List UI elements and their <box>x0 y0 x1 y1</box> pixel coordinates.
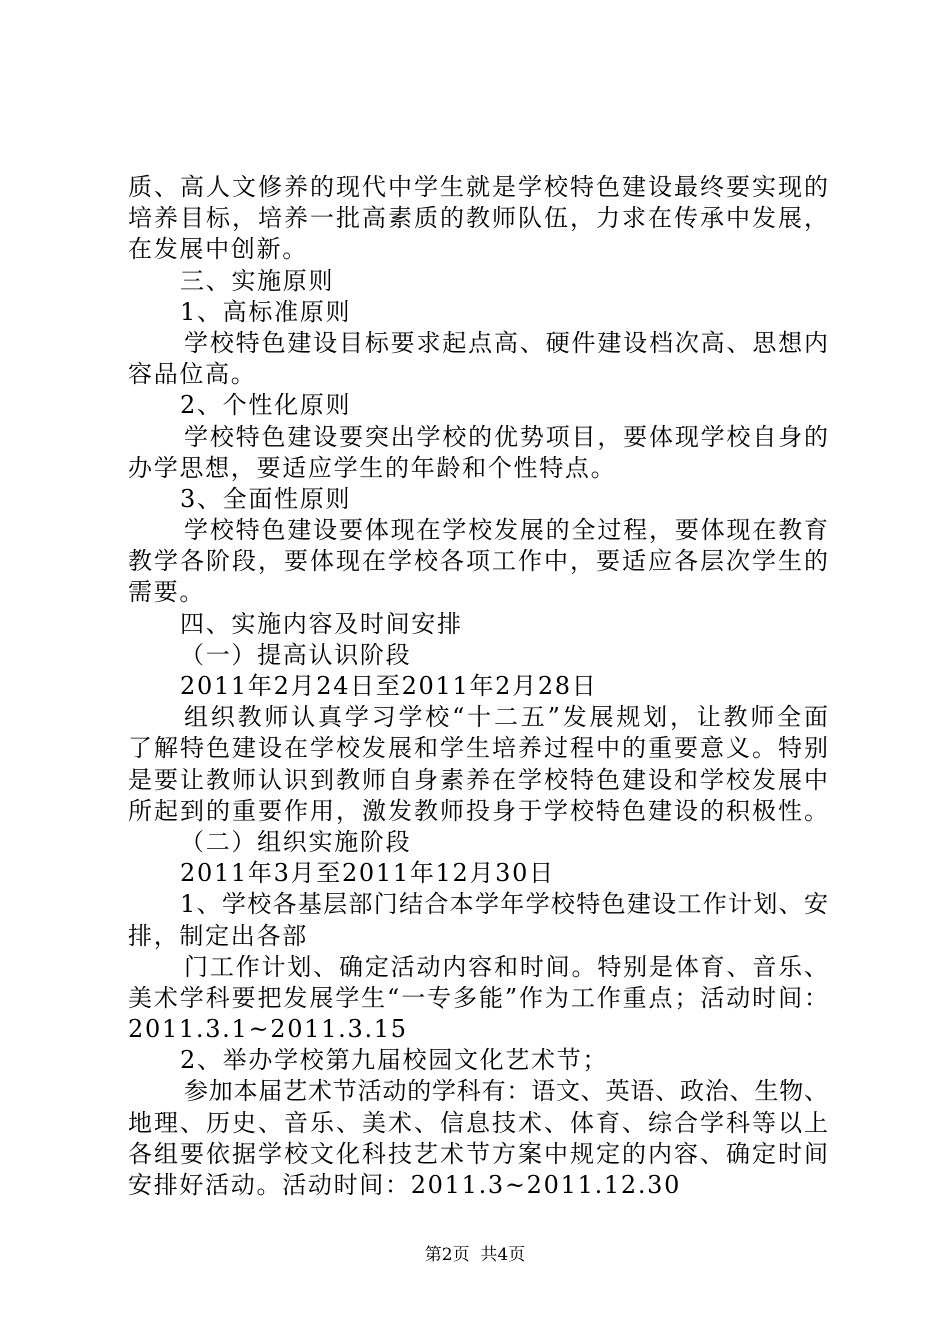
text-line: 排，制定出各部 <box>128 921 308 950</box>
text-line: 教学各阶段，要体现在学校各项工作中，要适应各层次学生的 <box>128 547 828 576</box>
text-line: （一）提高认识阶段 <box>180 640 412 669</box>
text-line: 学校特色建设目标要求起点高、硬件建设档次高、思想内 <box>184 328 828 357</box>
text-line: 2011.3.1~2011.3.15 <box>128 1015 408 1044</box>
document-body <box>128 172 828 1201</box>
text-line: 在发展中创新。 <box>128 235 308 264</box>
text-line: 了解特色建设在学校发展和学生培养过程中的重要意义。特别 <box>128 734 828 763</box>
text-line: 三、实施原则 <box>180 266 335 295</box>
text-line: 安排好活动。活动时间：2011.3~2011.12.30 <box>128 1171 682 1199</box>
text-line: 质、高人文修养的现代中学生就是学校特色建设最终要实现的 <box>128 173 828 201</box>
text-line: 培养目标，培养一批高素质的教师队伍，力求在传承中发展， <box>128 204 828 233</box>
text-line: 2011年3月至2011年12月30日 <box>180 859 555 888</box>
text-line: 美术学科要把发展学生“一专多能”作为工作重点；活动时间： <box>128 983 828 1012</box>
text-line: 容品位高。 <box>128 360 257 389</box>
text-line: 2、个性化原则 <box>180 391 352 420</box>
text-line: 2011年2月24日至2011年2月28日 <box>180 672 598 700</box>
text-line: 1、学校各基层部门结合本学年学校特色建设工作计划、安 <box>180 890 828 919</box>
text-line: 学校特色建设要突出学校的优势项目，要体现学校自身的 <box>184 422 828 451</box>
text-line: 所起到的重要作用，激发教师投身于学校特色建设的积极性。 <box>128 796 828 825</box>
text-line: 参加本届艺术节活动的学科有：语文、英语、政治、生物、 <box>184 1077 828 1106</box>
text-line: 3、全面性原则 <box>180 484 352 513</box>
text-line: 办学思想，要适应学生的年龄和个性特点。 <box>128 453 617 482</box>
text-line: 2、举办学校第九届校园文化艺术节； <box>180 1046 609 1075</box>
text-line: 学校特色建设要体现在学校发展的全过程，要体现在教育 <box>184 516 828 545</box>
text-line: 组织教师认真学习学校“十二五”发展规划，让教师全面 <box>184 703 828 732</box>
text-line: 1、高标准原则 <box>180 297 352 326</box>
text-line: 需要。 <box>128 578 206 607</box>
text-line: 地理、历史、音乐、美术、信息技术、体育、综合学科等以上 <box>128 1108 828 1137</box>
text-line: （二）组织实施阶段 <box>180 827 412 856</box>
text-line: 各组要依据学校文化科技艺术节方案中规定的内容、确定时间 <box>128 1139 828 1168</box>
text-line: 四、实施内容及时间安排 <box>180 609 463 638</box>
text-line: 门工作计划、确定活动内容和时间。特别是体育、音乐、 <box>184 952 828 981</box>
text-line: 是要让教师认识到教师自身素养在学校特色建设和学校发展中 <box>128 765 828 794</box>
page-footer: 第2页 共4页 <box>424 1245 526 1265</box>
